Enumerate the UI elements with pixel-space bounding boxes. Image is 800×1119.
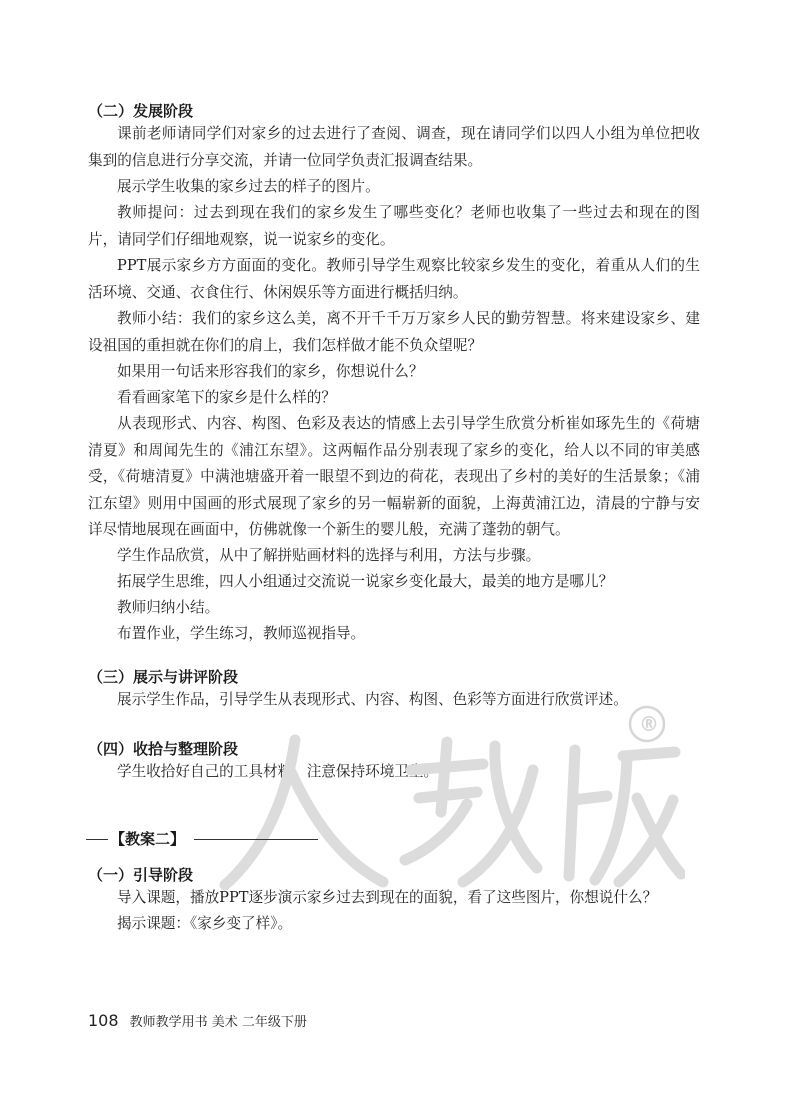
- page-number: 108: [88, 1011, 119, 1030]
- publisher-watermark: [215, 700, 685, 900]
- paragraph: PPT展示家乡方方面面的变化。教师引导学生观察比较家乡发生的变化，着重从人们的生活环境、交通、衣食住行、休闲娱乐等方面进行概括归纳。: [88, 257, 700, 301]
- paragraph: 教师小结：我们的家乡这么美，离不开千千万万家乡人民的勤劳智慧。将来建设家乡、建设祖国的重担就在你们的肩上，我们怎样做才能不负众望呢？: [88, 310, 700, 354]
- publisher-watermark-graphic: [215, 700, 685, 900]
- paragraph: 布置作业，学生练习，教师巡视指导。: [117, 625, 366, 642]
- divider-rule-left: [86, 839, 108, 840]
- paragraph: 导入课题，播放PPT逐步演示家乡过去到现在的面貌，看了这些图片，你想说什么？: [117, 889, 658, 906]
- section-heading-cleanup: （四）收拾与整理阶段: [88, 740, 239, 758]
- section-heading-presentation: （三）展示与讲评阶段: [88, 668, 239, 686]
- divider-rule-right: [194, 839, 318, 840]
- paragraph: 如果用一句话来形容我们的家乡，你想说什么？: [117, 363, 424, 380]
- paragraph: 学生作品欣赏，从中了解拼贴画材料的选择与利用，方法与步骤。: [117, 547, 541, 564]
- paragraph: 学生收拾好自己的工具材料，注意保持环境卫生。: [117, 763, 439, 780]
- book-title: 教师教学用书 美术 二年级下册: [129, 1015, 307, 1030]
- paragraph: 看看画家笔下的家乡是什么样的？: [117, 389, 336, 406]
- paragraph: 揭示课题：《家乡变了样》。: [117, 915, 293, 932]
- paragraph: 从表现形式、内容、构图、色彩及表达的情感上去引导学生欣赏分析崔如琢先生的《荷塘清夏》和周闻先生的《浦江东望》。这两幅作品分别表现了家乡的变化，给人以不同的审美感受，《荷塘清夏》中满池塘盛开着一眼望不到边的荷花，表现出了乡村的美好的生活景象；《浦江东望》则用中国画的形式展现了家乡的另一幅崭新的面貌，上海黄浦江边，清晨的宁静与安详尽情地展现在画面中，仿佛就像一个新生的婴儿般，充满了蓬勃的朝气。: [88, 415, 700, 538]
- lesson-plan-divider: [86, 829, 318, 849]
- section-heading-development: （二）发展阶段: [88, 102, 194, 120]
- section-heading-introduction: （一）引导阶段: [88, 866, 194, 884]
- paragraph: 展示学生作品，引导学生从表现形式、内容、构图、色彩等方面进行欣赏评述。: [117, 691, 628, 708]
- page-footer: [88, 1011, 307, 1033]
- paragraph: 教师归纳小结。: [117, 599, 220, 616]
- paragraph: 教师提问：过去到现在我们的家乡发生了哪些变化？老师也收集了一些过去和现在的图片，请同学们仔细地观察，说一说家乡的变化。: [88, 204, 700, 248]
- lesson-plan-label: 【教案二】: [110, 830, 186, 848]
- paragraph: 展示学生收集的家乡过去的样子的图片。: [117, 178, 380, 195]
- watermark-registered-mark: ®: [639, 712, 659, 736]
- paragraph: 课前老师请同学们对家乡的过去进行了查阅、调查，现在请同学们以四人小组为单位把收集到的信息进行分享交流，并请一位同学负责汇报调查结果。: [88, 125, 700, 169]
- paragraph: 拓展学生思维，四人小组通过交流说一说家乡变化最大，最美的地方是哪儿？: [117, 573, 614, 590]
